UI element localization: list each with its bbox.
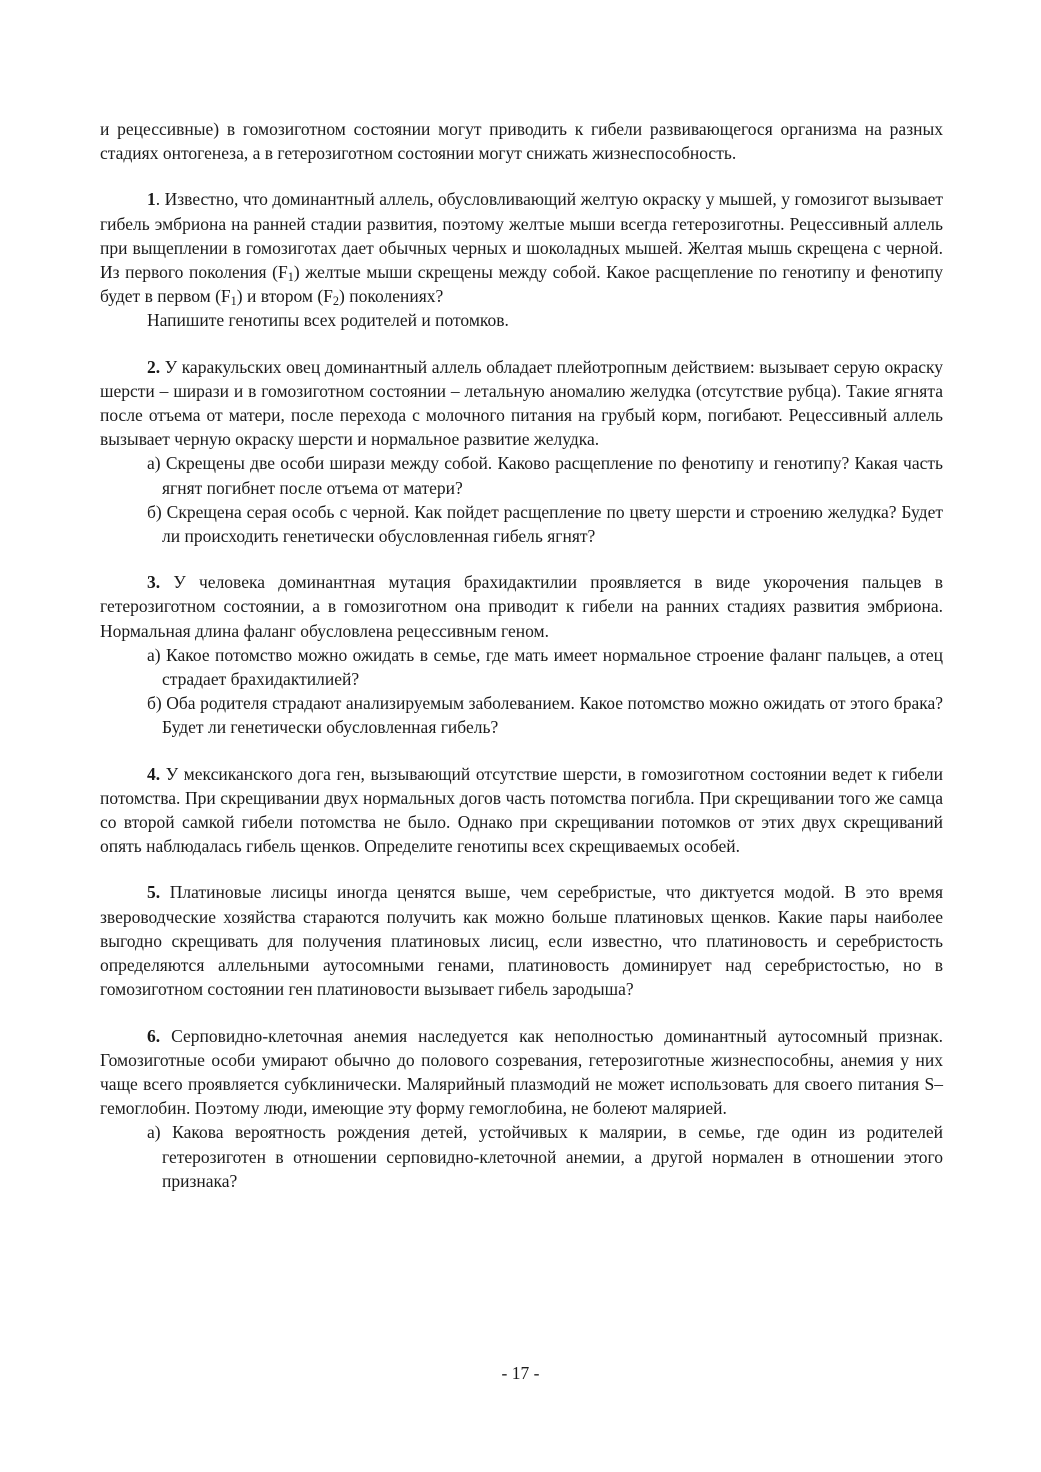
task-3-item-b: б) Оба родителя страдают анализируемым заболеванием. Какое потомство можно ожидать от этого брака? Будет ли генетически обусловленная гибель? [147,693,943,738]
task-1-note: Напишите генотипы всех родителей и потомков. [147,310,509,331]
task-4-number: 4. [147,763,161,784]
task-1-text-a: . Известно, что доминантный аллель, обусловливающий желтую окраску у мышей, у гомозигот вызывает гибель эмбриона на ранней стадии развития, поэтому желтые мыши всегда гетерозиготны. Рецессивный аллель при выщеплении в гомозиготах дает обычных черных и шоколадных мышей. Желтая мышь скрещена с черной. Из первого поколения (F [100,189,943,283]
task-3-text: У человека доминантная мутация брахидактилии проявляется в виде укорочения пальцев в гетерозиготном состоянии, а в гомозиготном она приводит к гибели на ранних стадиях развития эмбриона. Нормальная длина фаланг обусловлена рецессивным геном. [100,572,943,641]
task-2-number: 2. [147,356,161,377]
task-1-text-b: ) желтые мыши скрещены между собой. Какое расщепление по генотипу и фенотипу будет в первом (F [100,262,943,307]
task-1 [100,187,943,308]
task-1-number: 1 [147,189,156,210]
task-3 [100,570,943,643]
task-6-number: 6. [147,1025,161,1046]
task-5 [100,880,943,1001]
intro-paragraph: и рецессивные) в гомозиготном состоянии могут приводить к гибели развивающегося организма на разных стадиях онтогенеза, а в гетерозиготном состоянии могут снижать жизнеспособность. [100,119,943,164]
task-1-text-d: ) поколениях? [339,286,444,307]
task-5-number: 5. [147,882,161,903]
task-1-text-c: ) и втором (F [236,286,333,307]
task-2-text: У каракульских овец доминантный аллель обладает плейотропным действием: вызывает серую окраску шерсти – ширази и в гомозиготном состоянии – летальную аномалию желудка (отсутствие рубца). Такие ягнята после отъема от матери, после перехода с молочного питания на грубый корм, погибают. Рецессивный аллель вызывает черную окраску шерсти и нормальное развитие желудка. [100,356,943,450]
task-6-text: Серповидно-клеточная анемия наследуется как неполностью доминантный аутосомный признак. Гомозиготные особи умирают обычно до полового созревания, гетерозиготные жизнеспособны, анемия у них чаще всего проявляется субклинически. Малярийный плазмодий не может использовать для своего питания S–гемоглобин. Поэтому люди, имеющие эту форму гемоглобина, не болеют малярией. [100,1025,943,1119]
page-content [100,117,943,1193]
task-1-sub-3: 2 [332,294,340,309]
task-1-sub-1: 1 [287,270,294,285]
task-3-number: 3. [147,572,161,593]
task-6 [100,1024,943,1121]
task-2-item-a: а) Скрещены две особи ширази между собой. Каково расщепление по фенотипу и генотипу? Какая часть ягнят погибнет после отъема от матери? [147,453,943,498]
task-1-sub-2: 1 [230,294,237,309]
task-6-item-a: а) Какова вероятность рождения детей, устойчивых к малярии, в семье, где один из родителей гетерозиготен в отношении серповидно-клеточной анемии, а другой нормален в отношении этого признака? [147,1122,943,1191]
task-4-text: У мексиканского дога ген, вызывающий отсутствие шерсти, в гомозиготном состоянии ведет к гибели потомства. При скрещивании двух нормальных догов часть потомства погибла. При скрещивании того же самца со второй самкой гибели потомства не было. Однако при скрещивании потомков от этих двух скрещиваний опять наблюдалась гибель щенков. Определите генотипы всех скрещиваемых особей. [100,763,943,857]
task-3-item-a: а) Какое потомство можно ожидать в семье, где мать имеет нормальное строение фаланг пальцев, а отец страдает брахидактилией? [147,644,943,690]
task-2 [100,355,943,452]
task-4 [100,762,943,859]
task-2-item-b: б) Скрещена серая особь с черной. Как пойдет расщепление по цвету шерсти и строению желудка? Будет ли происходить генетически обусловленная гибель ягнят? [147,501,943,547]
task-5-text: Платиновые лисицы иногда ценятся выше, чем серебристые, что диктуется модой. В это время звероводческие хозяйства стараются получить как можно больше платиновых щенков. Какие пары наиболее выгодно скрещивать для получения платиновых лисиц, если известно, что платиновость и серебристость определяются аллельными аутосомными генами, платиновость доминирует над серебристостью, но в гомозиготном состоянии ген платиновости вызывает гибель зародыша? [100,882,943,1000]
page-number: - 17 - [501,1363,540,1383]
